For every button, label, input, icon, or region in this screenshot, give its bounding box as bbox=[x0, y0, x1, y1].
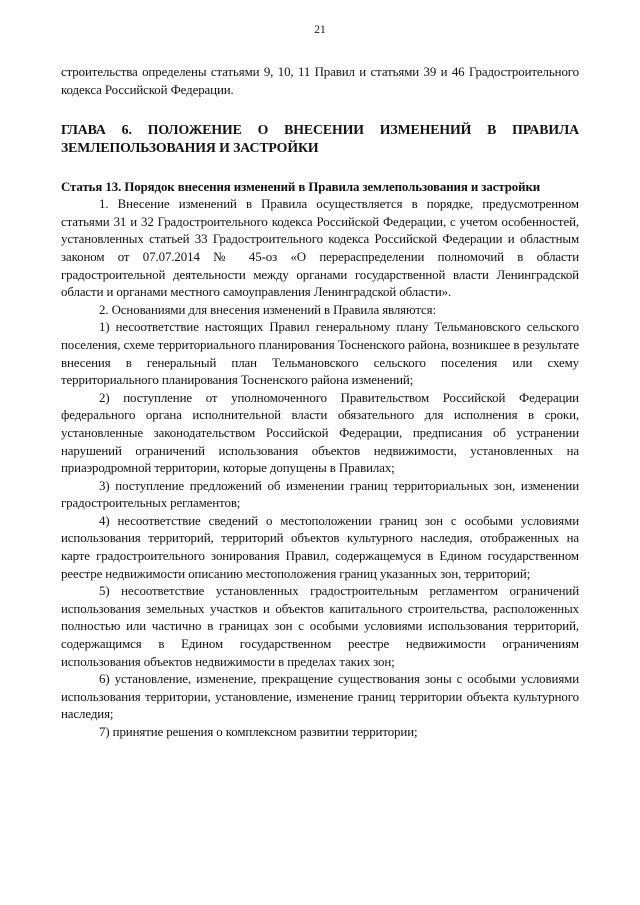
list-item-6: 6) установление, изменение, прекращение существования зоны с особыми условиями использования территории, установление, изменение границ территории объекта культурного наследия; bbox=[61, 672, 579, 722]
chapter-heading: ГЛАВА 6. ПОЛОЖЕНИЕ О ВНЕСЕНИИ ИЗМЕНЕНИЙ В ПРАВИЛА ЗЕМЛЕПОЛЬЗОВАНИЯ И ЗАСТРОЙКИ bbox=[61, 122, 579, 156]
intro-paragraph: строительства определены статьями 9, 10, 11 Правил и статьями 39 и 46 Градостроительного кодекса Российской Федерации. bbox=[61, 65, 579, 97]
paragraph-1: 1. Внесение изменений в Правила осуществляется в порядке, предусмотренном статьями 31 и 32 Градостроительного кодекса Российской Федерации, с учетом особенностей, установленных статьей 33 Градостроительного кодекса Российской Федерации и областным законом от 07.07.2014 № 45-оз «О перераспределении полномочий в области градостроительной деятельности между органами государственной власти Ленинградской области и органами местного самоуправления Ленинградской области». bbox=[61, 197, 579, 300]
list-item-1: 1) несоответствие настоящих Правил генеральному плану Тельмановского сельского поселения, схеме территориального планирования Тосненского района, возникшее в результате внесения в генеральный план Тельмановского сельского поселения или схему территориального планирования Тосненского района изменений; bbox=[61, 320, 579, 388]
list-item-2: 2) поступление от уполномоченного Правительством Российской Федерации федерального органа исполнительной власти обязательного для исполнения в сроки, установленные законодательством Российской Федерации, предписания об устранении нарушений ограничений использования объектов недвижимости, установленных на приаэродромной территории, которые допущены в Правилах; bbox=[61, 390, 579, 476]
list-item-7: 7) принятие решения о комплексном развитии территории; bbox=[99, 725, 418, 739]
paragraph-2: 2. Основаниями для внесения изменений в Правила являются: bbox=[99, 302, 436, 317]
list-item-3: 3) поступление предложений об изменении границ территориальных зон, изменении градостроительных регламентов; bbox=[61, 478, 579, 511]
article-heading: Статья 13. Порядок внесения изменений в Правила землепользования и застройки bbox=[61, 180, 541, 195]
list-item-5: 5) несоответствие установленных градостроительным регламентом ограничений использования земельных участков и объектов капитального строительства, расположенных полностью или частично в границах зон с особыми условиями использования территорий, содержащимся в Едином государственном реестре недвижимости ограничениям использования объектов недвижимости в пределах таких зон; bbox=[61, 584, 579, 669]
page-number: 21 bbox=[314, 24, 326, 36]
list-item-4: 4) несоответствие сведений о местоположении границ зон с особыми условиями использования территорий, территорий объектов культурного наследия, отображенных на карте градостроительного зонирования Правил, содержащемуся в Едином государственном реестре недвижимости описанию местоположения границ указанных зон, территорий; bbox=[61, 513, 579, 581]
document-body bbox=[61, 64, 579, 742]
